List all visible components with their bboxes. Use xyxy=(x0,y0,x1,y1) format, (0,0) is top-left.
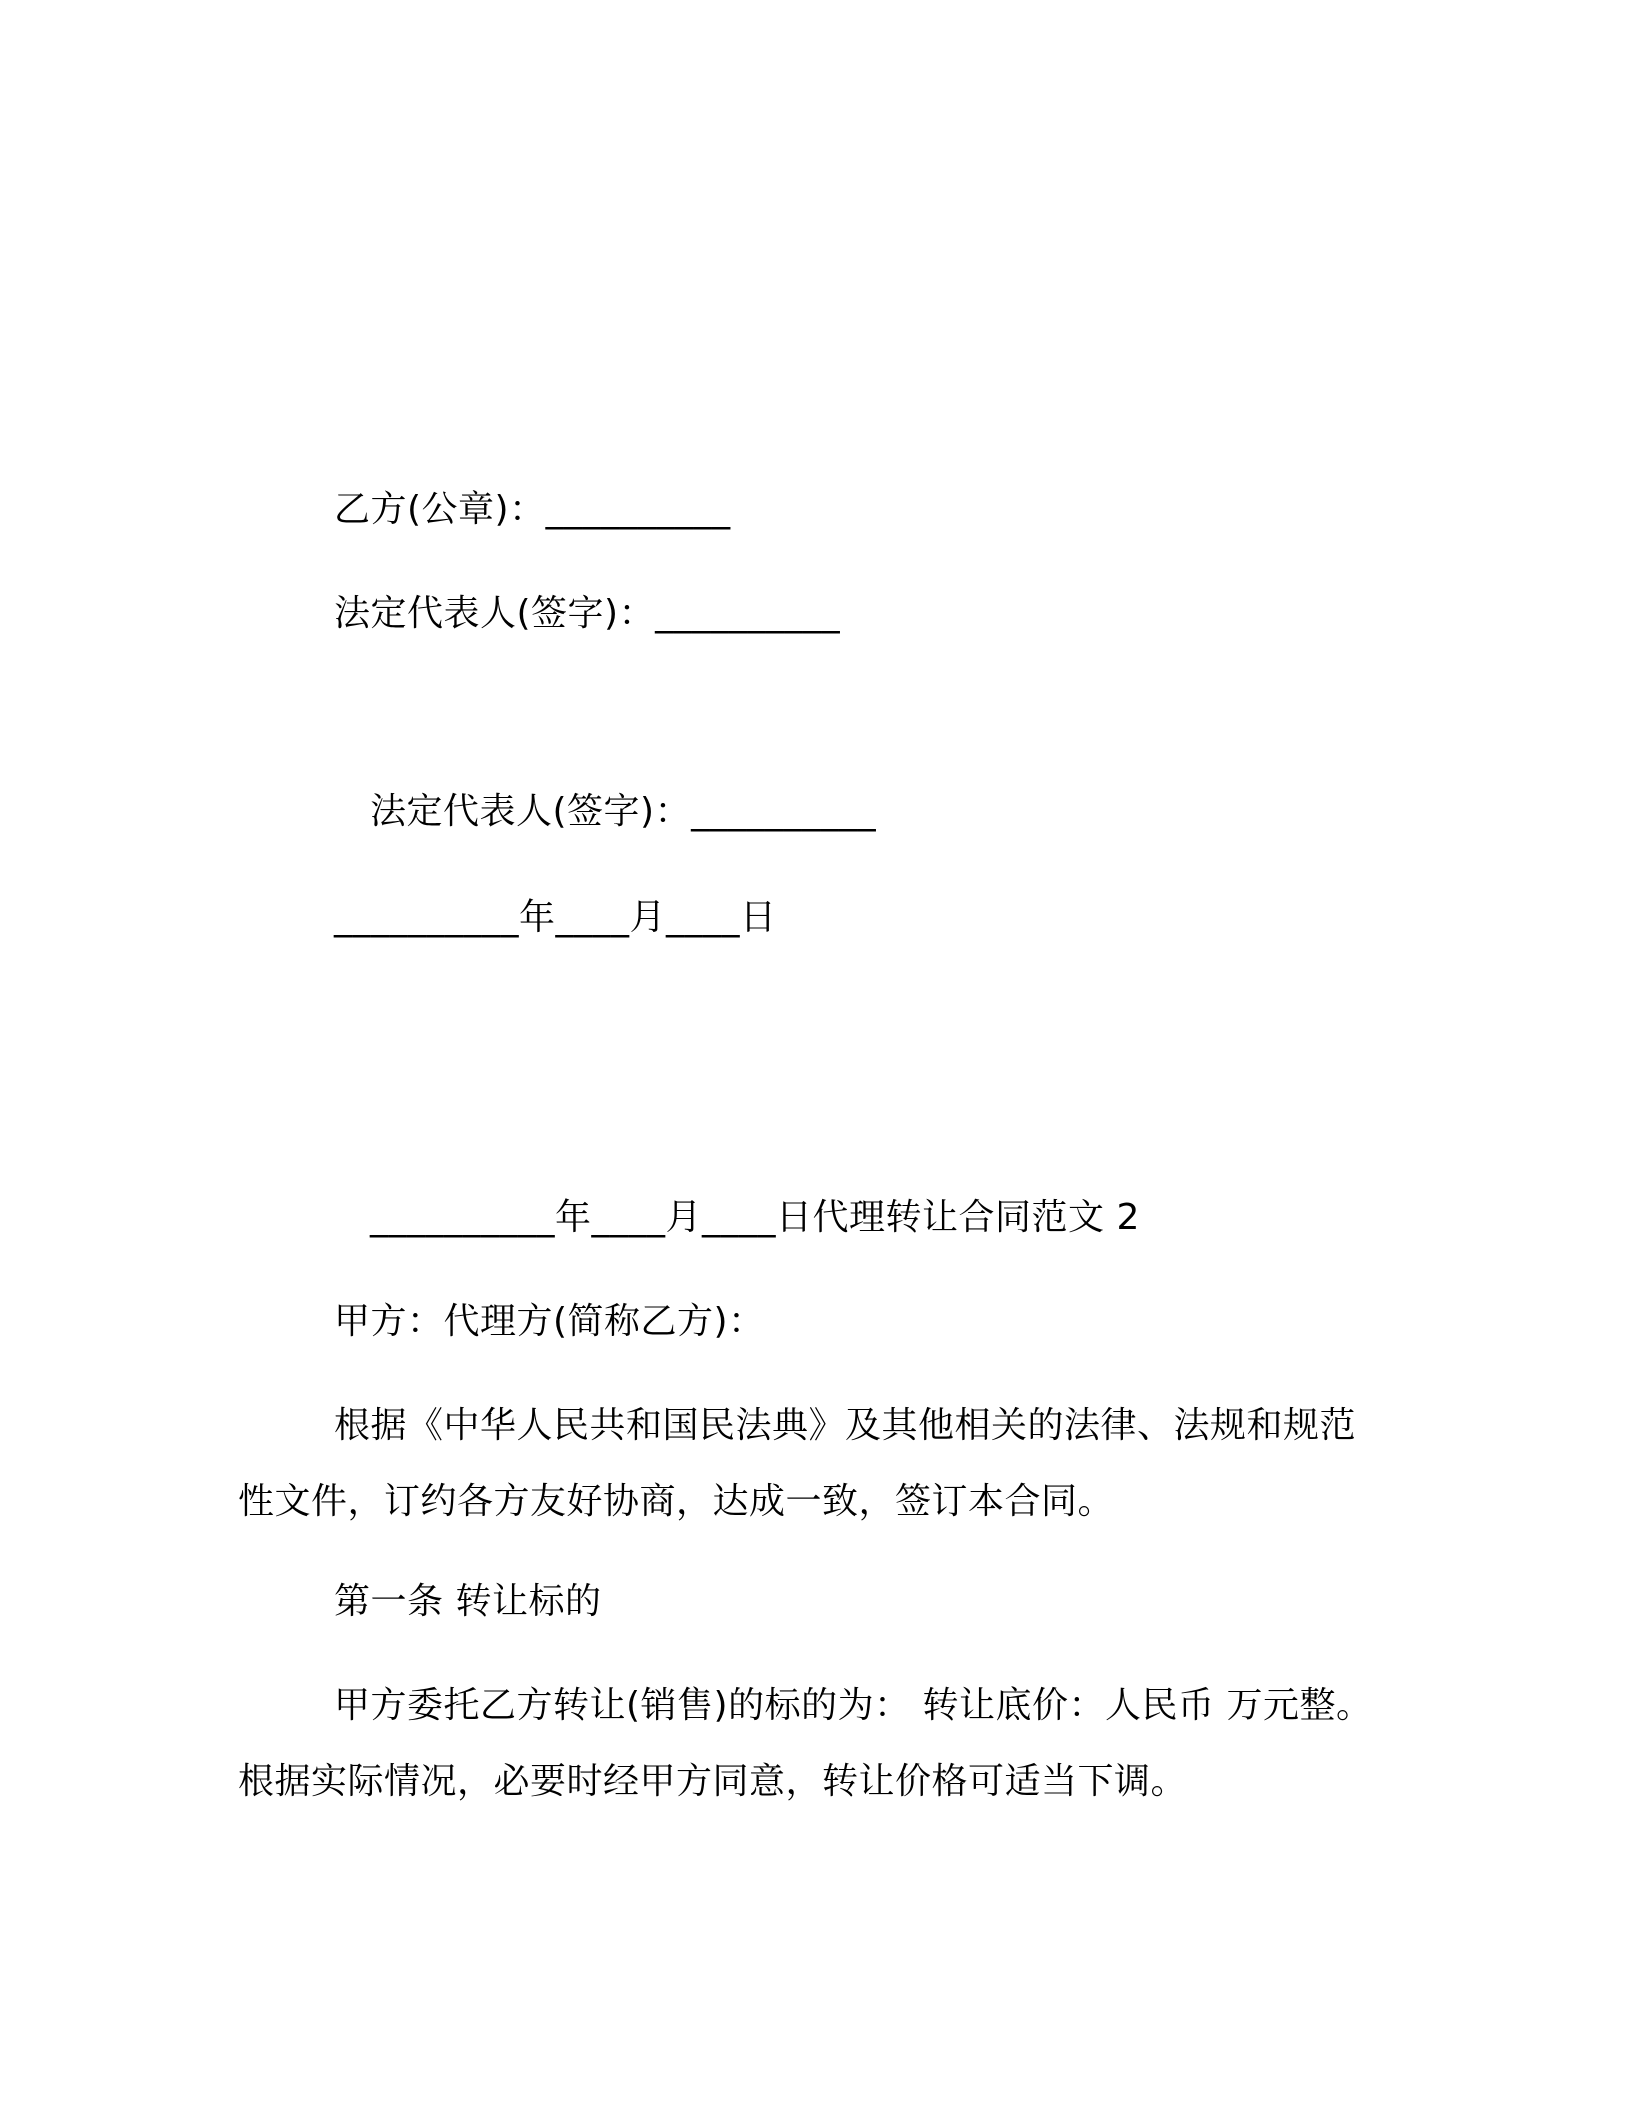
preamble-line-1: 根据《中华人民共和国民法典》及其他相关的法律、法规和规范 xyxy=(334,1405,1357,1446)
article-one-heading: 第一条 转让标的 xyxy=(334,1581,602,1622)
preamble-line-2: 性文件，订约各方友好协商，达成一致，签订本合同。 xyxy=(238,1481,1115,1522)
contract-title: __________年____月____日代理转让合同范文 2 xyxy=(370,1197,1140,1238)
party-b-seal-line: 乙方(公章)：__________ xyxy=(334,489,731,530)
article-one-line-1: 甲方委托乙方转让(销售)的标的为： 转让底价：人民币 万元整。 xyxy=(334,1685,1373,1726)
party-a-line: 甲方：代理方(简称乙方)： xyxy=(334,1301,765,1342)
article-one-line-2: 根据实际情况，必要时经甲方同意，转让价格可适当下调。 xyxy=(238,1761,1188,1802)
legal-rep-signature-line-2: 法定代表人(签字)：__________ xyxy=(370,791,877,832)
date-line: __________年____月____日 xyxy=(334,897,777,938)
legal-rep-signature-line-1: 法定代表人(签字)：__________ xyxy=(334,593,841,634)
